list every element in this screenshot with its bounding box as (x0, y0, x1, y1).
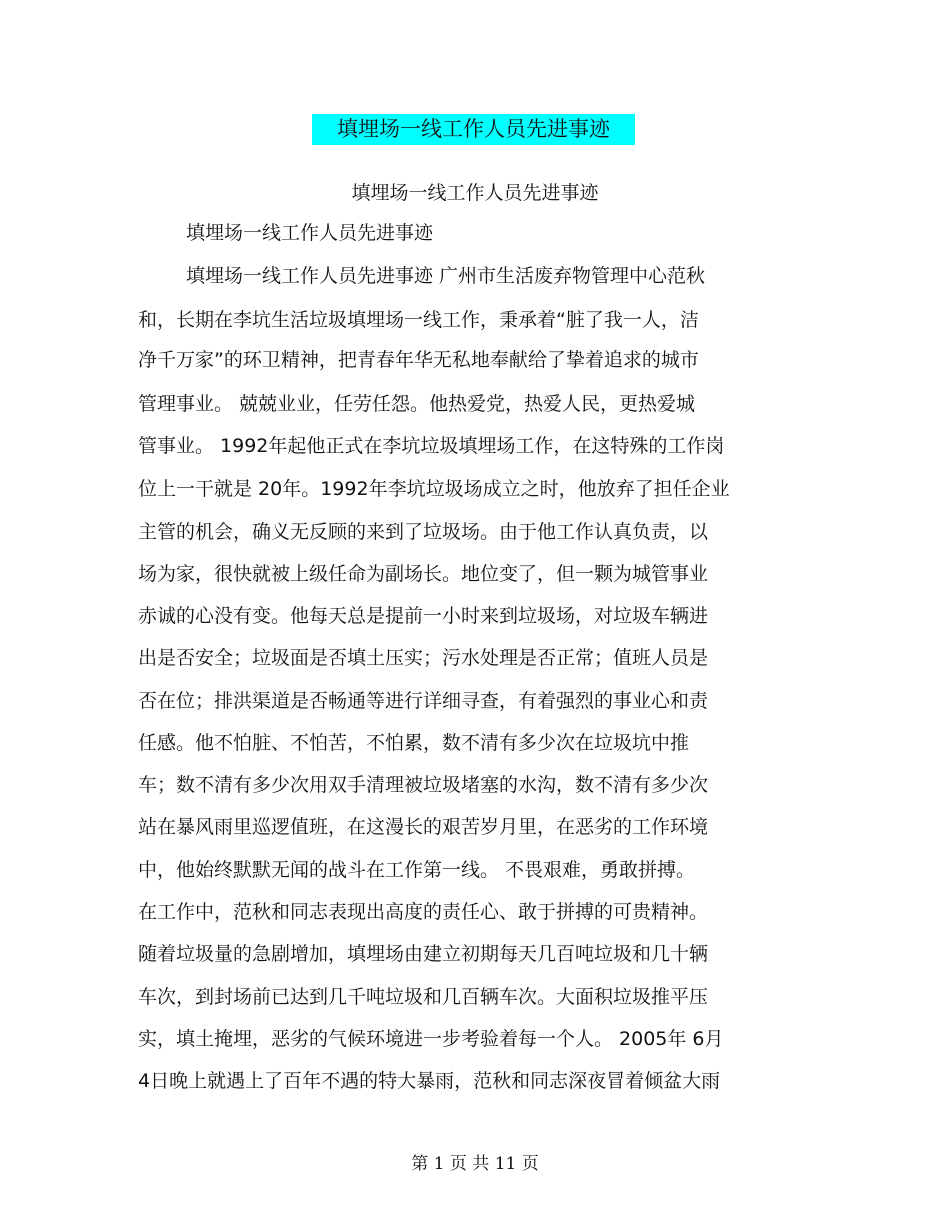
document-subtitle: 填埋场一线工作人员先进事迹 (351, 182, 599, 204)
body-text-line: 主管的机会，确义无反顾的来到了垃圾场。由于他工作认真负责，以 (138, 521, 709, 543)
body-text-line: 管事业。 1992年起他正式在李坑垃圾填埋场工作，在这特殊的工作岗 (138, 435, 725, 457)
body-text-line: 站在暴风雨里巡逻值班，在这漫长的艰苦岁月里，在恶劣的工作环境 (138, 816, 709, 838)
body-text-line: 4日晚上就遇上了百年不遇的特大暴雨，范秋和同志深夜冒着倾盆大雨 (138, 1070, 721, 1092)
body-text-line: 在工作中，范秋和同志表现出高度的责任心、敢于拼搏的可贵精神。 (138, 901, 709, 923)
body-text-line: 车；数不清有多少次用双手清理被垃圾堵塞的水沟，数不清有多少次 (138, 774, 709, 796)
body-text-line: 实，填土掩埋，恶劣的气候环境进一步考验着每一个人。 2005年 6月 (138, 1028, 724, 1050)
paragraph-heading: 填埋场一线工作人员先进事迹 (186, 222, 434, 244)
body-text-line: 任感。他不怕脏、不怕苦，不怕累，数不清有多少次在垃圾坑中推 (138, 732, 690, 754)
body-text-line: 否在位；排洪渠道是否畅通等进行详细寻查，有着强烈的事业心和责 (138, 690, 709, 712)
body-text-line: 场为家，很快就被上级任命为副场长。地位变了，但一颗为城管事业 (138, 563, 709, 585)
body-text-line: 中，他始终默默无闻的战斗在工作第一线。 不畏艰难，勇敢拼搏。 (138, 859, 696, 881)
body-text-line: 车次，到封场前已达到几千吨垃圾和几百辆车次。大面积垃圾推平压 (138, 986, 709, 1008)
body-text-line: 随着垃圾量的急剧增加，填埋场由建立初期每天几百吨垃圾和几十辆 (138, 943, 709, 965)
body-text-line: 赤诚的心没有变。他每天总是提前一小时来到垃圾场，对垃圾车辆进 (138, 605, 709, 627)
body-text-line: 净千万家”的环卫精神，把青春年华无私地奉献给了挚着追求的城市 (138, 349, 699, 371)
body-text-line: 出是否安全；垃圾面是否填土压实；污水处理是否正常；值班人员是 (138, 647, 709, 669)
body-text-line: 位上一干就是 20年。1992年李坑垃圾场成立之时，他放弃了担任企业 (138, 478, 730, 500)
document-title: 填埋场一线工作人员先进事迹 (312, 114, 635, 145)
body-text-line: 和，长期在李坑生活垃圾填埋场一线工作，秉承着“脏了我一人，洁 (138, 309, 699, 331)
page-footer: 第 1 页 共 11 页 (411, 1154, 539, 1174)
body-text-line: 填埋场一线工作人员先进事迹 广州市生活废弃物管理中心范秋 (186, 265, 706, 287)
body-text-line: 管理事业。 兢兢业业，任劳任怨。他热爱党，热爱人民，更热爱城 (138, 393, 696, 415)
